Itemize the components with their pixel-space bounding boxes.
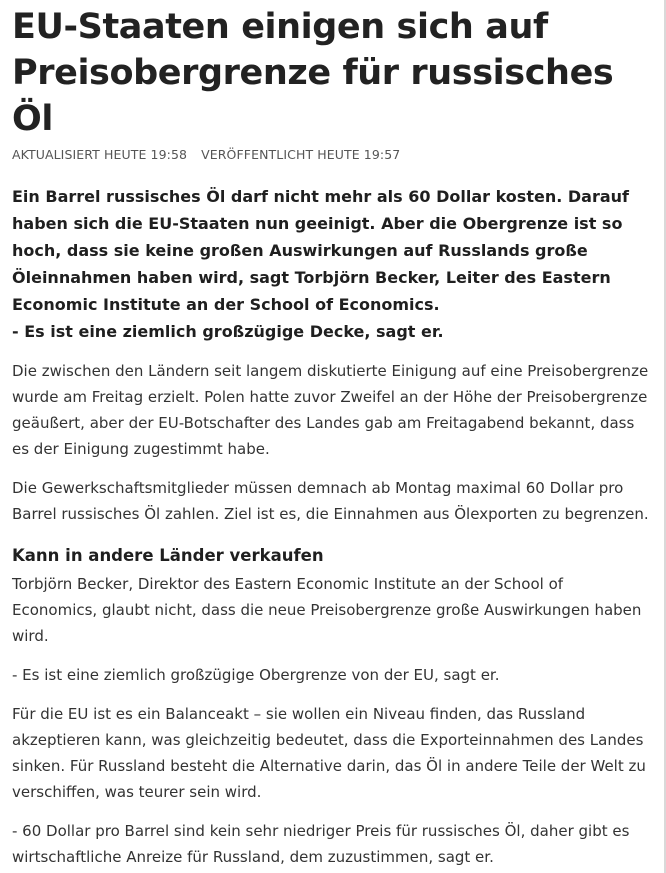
article xyxy=(12,0,652,870)
paragraph: - 60 Dollar pro Barrel sind kein sehr niedriger Preis für russisches Öl, daher gibt es wirtschaftliche Anreize für Russland, dem zuzustimmen, sagt er. xyxy=(12,822,630,866)
article-meta xyxy=(12,147,652,163)
lead-text: Ein Barrel russisches Öl darf nicht mehr als 60 Dollar kosten. Darauf haben sich die EU-Staaten nun geeinigt. Aber die Obergrenze ist so hoch, dass sie keine großen Auswirkungen auf Russlands große Öleinnahmen haben wird, sagt Torbjörn Becker, Leiter des Eastern Economic Institute an der School of Economics. xyxy=(12,187,629,314)
article-lead xyxy=(12,183,652,345)
section-subheading: Kann in andere Länder verkaufen xyxy=(12,546,324,565)
updated-timestamp: AKTUALISIERT HEUTE 19:58 xyxy=(12,147,188,162)
published-timestamp: VERÖFFENTLICHT HEUTE 19:57 xyxy=(201,147,401,162)
article-headline: EU-Staaten einigen sich auf Preisobergrenze für russisches Öl xyxy=(12,7,614,139)
paragraph: Torbjörn Becker, Direktor des Eastern Economic Institute an der School of Economics, glaubt nicht, dass die neue Preisobergrenze große Auswirkungen haben wird. xyxy=(12,575,642,645)
paragraph: Für die EU ist es ein Balanceakt – sie wollen ein Niveau finden, das Russland akzeptieren kann, was gleichzeitig bedeutet, dass die Exporteinnahmen des Landes sinken. Für Russland besteht die Alternative darin, das Öl in andere Teile der Welt zu verschiffen, was teurer sein wird. xyxy=(12,705,646,801)
paragraph: Die zwischen den Ländern seit langem diskutierte Einigung auf eine Preisobergrenze wurde am Freitag erzielt. Polen hatte zuvor Zweifel an der Höhe der Preisobergrenze geäußert, aber der EU-Botschafter des Landes gab am Freitagabend bekannt, dass es der Einigung zugestimmt habe. xyxy=(12,362,649,458)
lead-quote: - Es ist eine ziemlich großzügige Decke, sagt er. xyxy=(12,322,444,341)
paragraph: - Es ist eine ziemlich großzügige Obergrenze von der EU, sagt er. xyxy=(12,666,500,684)
paragraph: Die Gewerkschaftsmitglieder müssen demnach ab Montag maximal 60 Dollar pro Barrel russisches Öl zahlen. Ziel ist es, die Einnahmen aus Ölexporten zu begrenzen. xyxy=(12,479,649,523)
